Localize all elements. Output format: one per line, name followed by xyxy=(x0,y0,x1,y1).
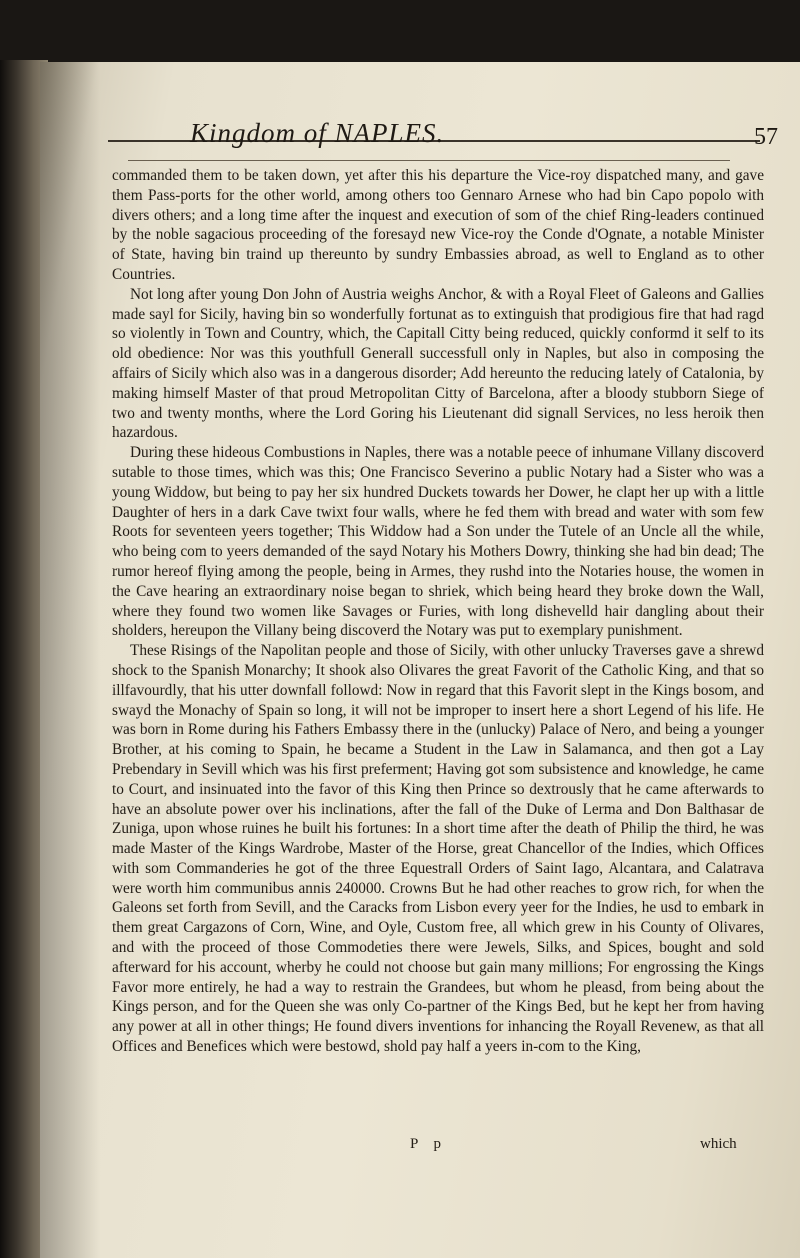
header-rule-thin xyxy=(128,160,730,161)
signature-mark: P p xyxy=(410,1136,448,1152)
body-text xyxy=(112,166,764,1057)
paragraph-3: During these hideous Combustions in Naples, there was a notable peece of inhumane Villany discoverd sutable to those times, which was this; One Francisco Severino a public Notary had a Sister who was a young Widdow, but being to pay her six hundred Duckets towards her Dower, he clapt her up with a little Daughter of hers in a dark Cave twixt four walls, where he fed them with bread and water with som few Roots for seventeen yeers together; This Widdow had a Son under the Tutele of an Uncle all the while, who being com to yeers demanded of the sayd Notary his Mothers Dowry, thinking she had bin dead; The rumor hereof flying among the people, being in Armes, they rushd into the Notaries house, the women in the Cave hearing an extraordinary noise began to shriek, which being heard they broke down the Wall, where they found two women like Savages or Furies, with long dishevelld hair dangling about their sholders, hereupon the Villany being discoverd the Notary was put to exemplary punishment. xyxy=(112,444,764,640)
paragraph-4: These Risings of the Napolitan people and those of Sicily, with other unlucky Traverses gave a shrewd shock to the Spanish Monarchy; It shook also Olivares the great Favorit of the Catholic King, and that so illfavourdly, that his utter downfall followd: Now in regard that this Favorit slept in the Kings bosom, and swayd the Monachy of Spain so long, it will not be improper to insert here a short Legend of his life. He was born in Rome during his Fathers Embassy there in the (unlucky) Palace of Nero, and being a younger Brother, at his coming to Spain, he became a Student in the Law in Salamanca, and then got a Lay Prebendary in Sevill which was his first preferment; Having got som subsistence and knowledge, he came to Court, and insinuated into the favor of this King then Prince so dextrously that he came afterwards to have an absolute power over his inclinations, after the fall of the Duke of Lerma and Don Balthasar de Zuniga, upon whose ruines he built his fortunes: In a short time after the death of Philip the third, he was made Master of the Kings Wardrobe, Master of the Horse, great Chancellor of the Indies, which Offices with som Commanderies he got of the three Equestrall Orders of Saint Iago, Alcantara, and Calatrava were worth him communibus annis 240000. Crowns But he had other reaches to grow rich, for when the Galeons set forth from Sevill, and the Caracks from Lisbon every yeer for the Indies, he usd to embark in them great Cargazons of Corn, Wine, and Oyle, Custom free, all which grew in his County of Olivares, and with the proceed of those Commodeties there were Jewels, Silks, and Spices, bought and sold afterward for his account, wherby he could not choose but gain many millions; For engrossing the Kings Favor more entirely, he had a way to restrain the Grandees, but whom he pleasd, from being about the Kings person, and for the Queen she was only Co-partner of the Kings Bed, but he kept her from having any power at all in other things; He found divers inventions for inhancing the Royall Revenew, as that all Offices and Benefices which were bestowd, shold pay half a yeers in-com to the King, xyxy=(112,642,764,1056)
paragraph-1: commanded them to be taken down, yet after this his departure the Vice-roy dispatched many, and gave them Pass-ports for the other world, among others too Gennaro Arnese who had bin Capo popolo with divers others; and a long time after the inquest and execution of som of the chief Ring-leaders continued by the noble sagacious proceeding of the foresayd new Vice-roy the Conde d'Ognate, a notable Minister of State, having bin traind up thereunto by sundry Embassies abroad, as well to England as to other Countries. xyxy=(112,167,764,283)
catchword: which xyxy=(700,1136,737,1152)
running-head: Kingdom of NAPLES. xyxy=(190,118,445,148)
paragraph-2: Not long after young Don John of Austria weighs Anchor, & with a Royal Fleet of Galeons and Gallies made sayl for Sicily, having bin so wonderfully fortunat as to extinguish that prodigious fire that had ragd so violently in Town and Country, which, the Capitall Citty being reduced, quickly conformd it self to its old obedience: Nor was this youthfull Generall successfull only in Naples, but also in composing the affairs of Sicily which also was in a dangerous disorder; Add hereunto the reducing lately of Catalonia, by making himself Master of that proud Metropolitan Citty of Barcelona, after a bloody stubborn Siege of two and twenty months, where the Lord Goring his Lieutenant did signall Services, no less heroik then hazardous. xyxy=(112,285,764,442)
page-number: 57 xyxy=(754,124,778,150)
